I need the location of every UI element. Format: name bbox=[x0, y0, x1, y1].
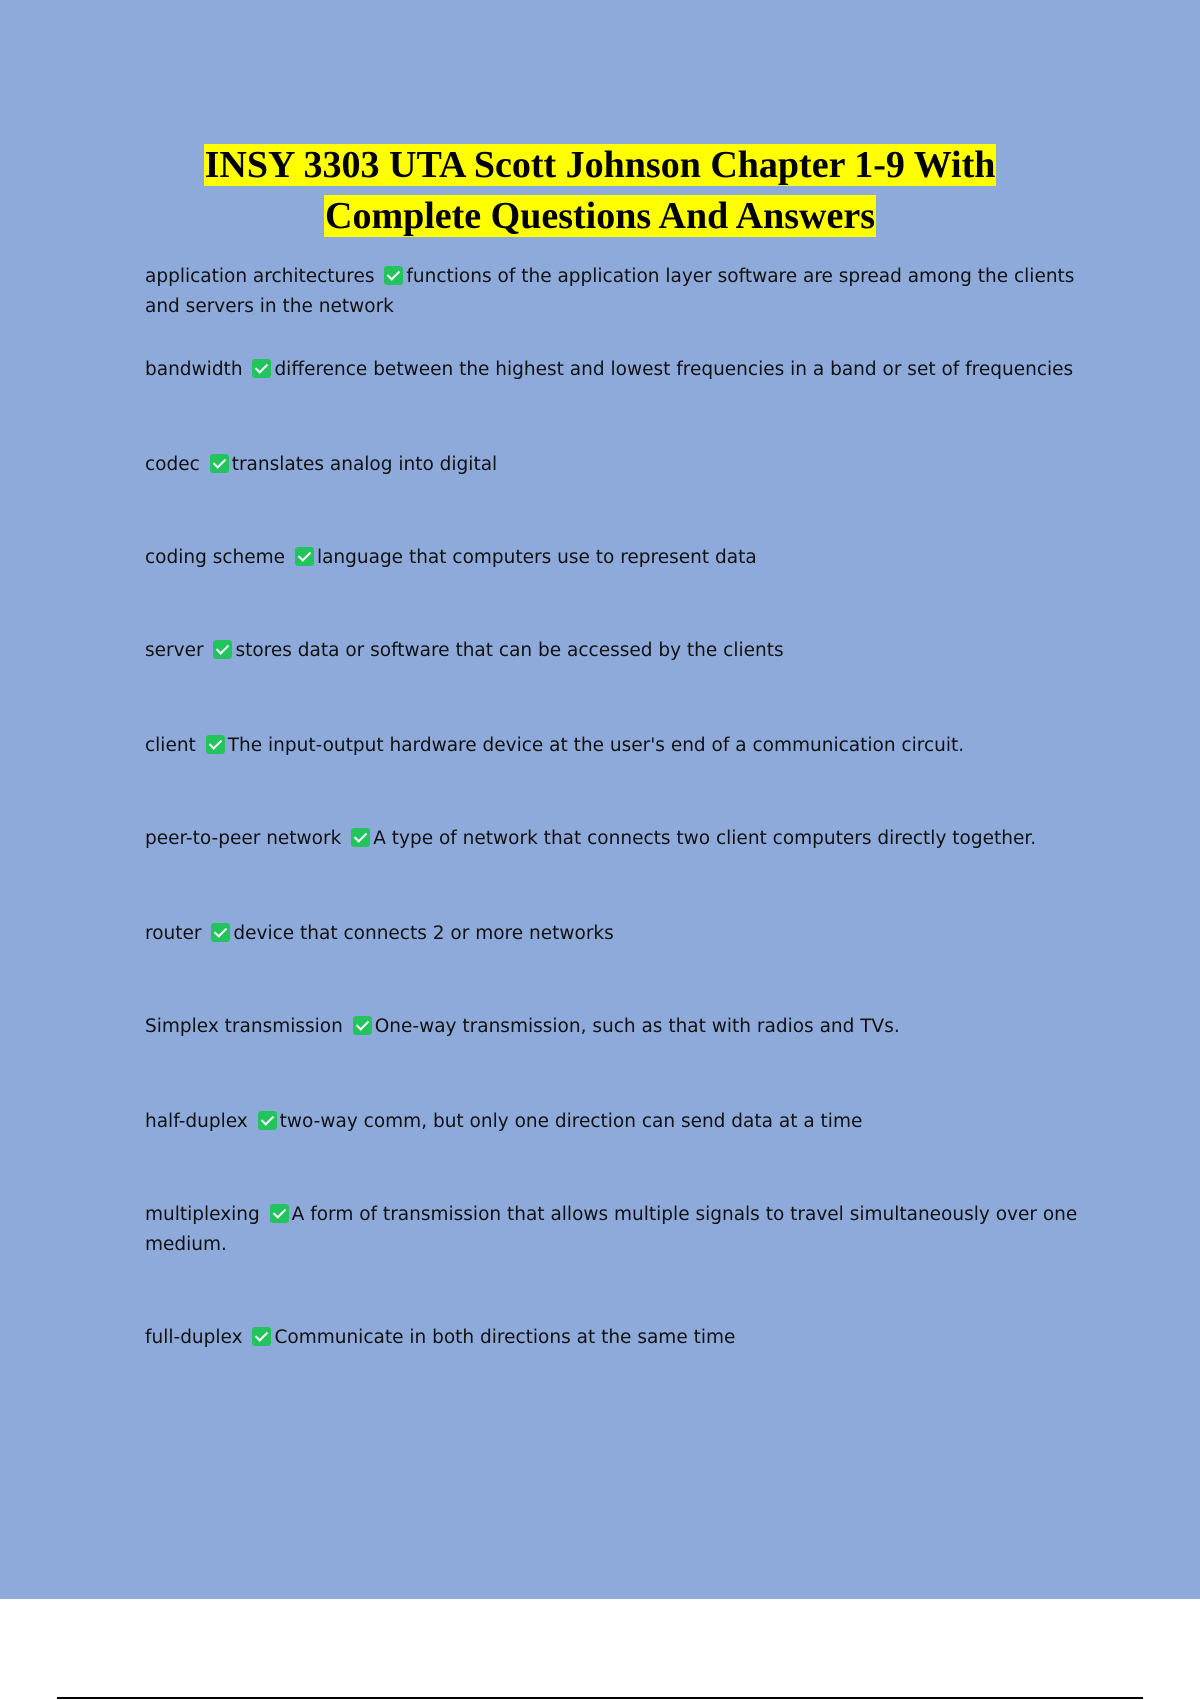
check-mark-icon bbox=[384, 266, 403, 285]
term: router bbox=[145, 923, 202, 944]
check-mark-icon bbox=[351, 828, 370, 847]
qa-entry bbox=[145, 1107, 1090, 1137]
term: server bbox=[145, 640, 204, 661]
check-mark-icon bbox=[270, 1204, 289, 1223]
definition: Communicate in both directions at the same time bbox=[274, 1327, 736, 1348]
qa-entry bbox=[145, 355, 1090, 385]
term: multiplexing bbox=[145, 1204, 260, 1225]
check-mark-icon bbox=[206, 735, 225, 754]
qa-entry bbox=[145, 636, 1090, 666]
check-mark-icon bbox=[252, 359, 271, 378]
definition: One-way transmission, such as that with radios and TVs. bbox=[374, 1016, 900, 1037]
qa-entry bbox=[145, 919, 1090, 949]
check-mark-icon bbox=[213, 640, 232, 659]
qa-entry bbox=[145, 262, 1090, 322]
definition: language that computers use to represent data bbox=[316, 547, 757, 568]
definition: two-way comm, but only one direction can send data at a time bbox=[279, 1111, 863, 1132]
term: half-duplex bbox=[145, 1111, 248, 1132]
term: peer-to-peer network bbox=[145, 828, 342, 849]
check-mark-icon bbox=[252, 1327, 271, 1346]
term: full-duplex bbox=[145, 1327, 243, 1348]
definition: The input-output hardware device at the user's end of a communication circuit. bbox=[227, 735, 965, 756]
definition: functions of the application layer software are spread among the clients and servers in the network bbox=[145, 266, 1075, 317]
document-title bbox=[0, 140, 1200, 242]
term: client bbox=[145, 735, 196, 756]
definition: device that connects 2 or more networks bbox=[233, 923, 614, 944]
qa-entry bbox=[145, 543, 1090, 573]
definition: A type of network that connects two client computers directly together. bbox=[373, 828, 1037, 849]
title-line-1: INSY 3303 UTA Scott Johnson Chapter 1-9 With bbox=[204, 144, 996, 186]
check-mark-icon bbox=[258, 1111, 277, 1130]
term: coding scheme bbox=[145, 547, 286, 568]
qa-entry bbox=[145, 1200, 1090, 1260]
definition: A form of transmission that allows multiple signals to travel simultaneously over one medium. bbox=[145, 1204, 1078, 1255]
title-line-2: Complete Questions And Answers bbox=[325, 195, 875, 237]
term: bandwidth bbox=[145, 359, 243, 380]
footer-rule bbox=[57, 1697, 1143, 1699]
term: Simplex transmission bbox=[145, 1016, 343, 1037]
qa-entry bbox=[145, 1012, 1090, 1042]
qa-entry bbox=[145, 824, 1090, 854]
check-mark-icon bbox=[295, 547, 314, 566]
qa-entry bbox=[145, 731, 1090, 761]
term: codec bbox=[145, 454, 200, 475]
check-mark-icon bbox=[211, 923, 230, 942]
check-mark-icon bbox=[353, 1016, 372, 1035]
definition: stores data or software that can be accessed by the clients bbox=[235, 640, 784, 661]
term: application architectures bbox=[145, 266, 375, 287]
qa-entry bbox=[145, 450, 1090, 480]
definition: difference between the highest and lowest frequencies in a band or set of frequencies bbox=[274, 359, 1074, 380]
qa-entry bbox=[145, 1323, 1090, 1353]
definition: translates analog into digital bbox=[231, 454, 498, 475]
check-mark-icon bbox=[210, 454, 229, 473]
